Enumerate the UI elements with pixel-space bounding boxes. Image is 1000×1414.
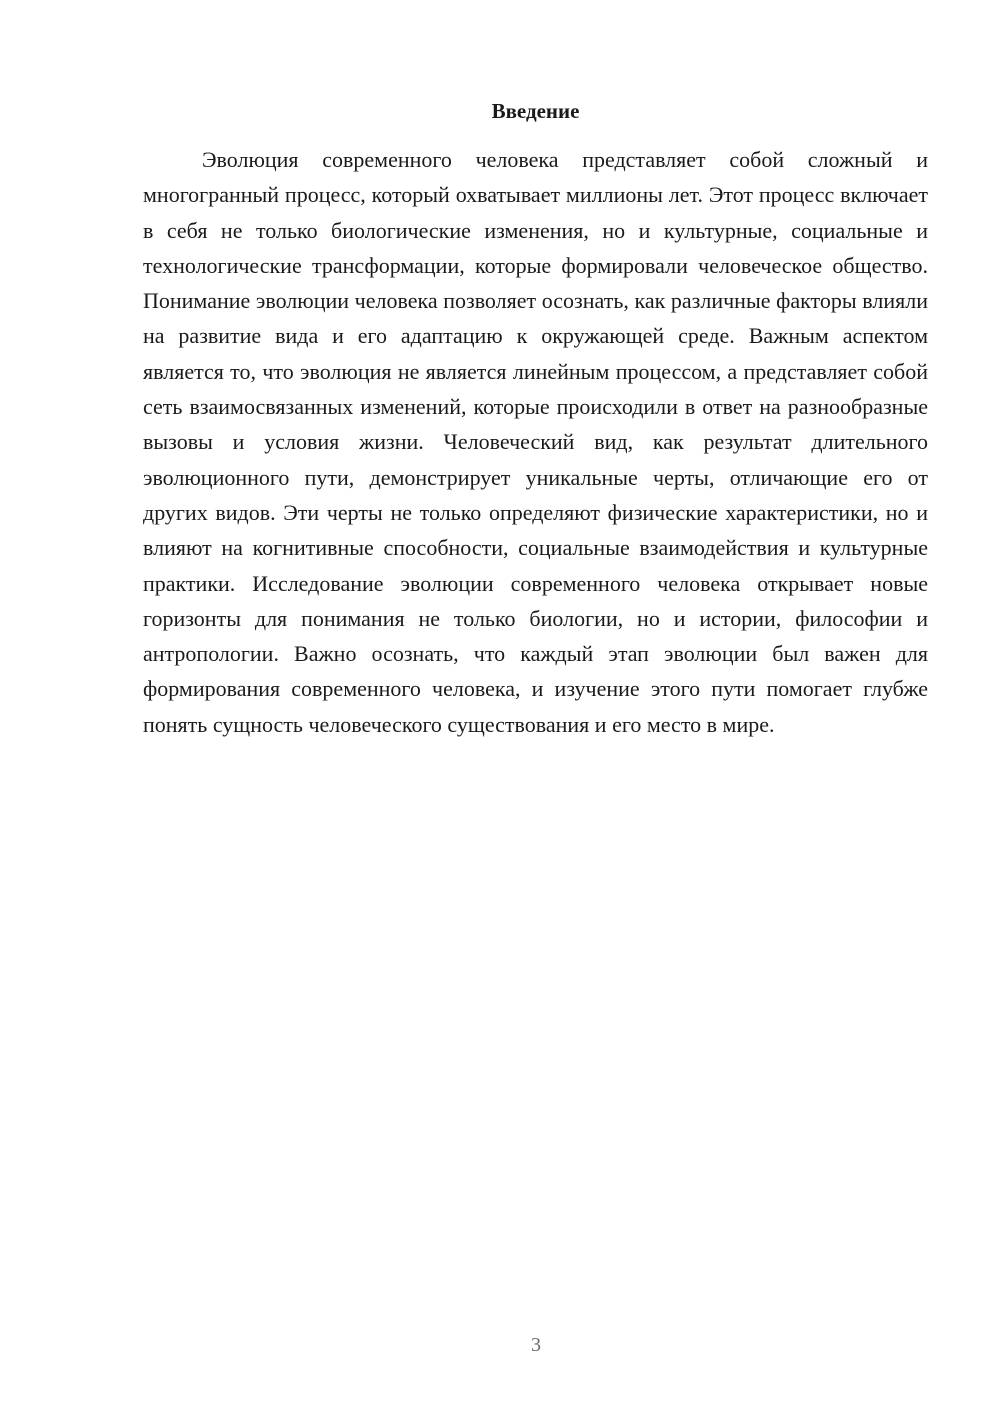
page-number: 3 <box>531 1334 541 1356</box>
section-heading: Введение <box>491 99 580 123</box>
body-paragraph: Эволюция современного человека представляет собой сложный и многогранный процесс, который охватывает миллионы лет. Этот процесс включает в себя не только биологические изменения, но и культурные, социальные и технологические трансформации, которые формировали человеческое общество. Понимание эволюции человека позволяет осознать, как различные факторы влияли на развитие вида и его адаптацию к окружающей среде. Важным аспектом является то, что эволюция не является линейным процессом, а представляет собой сеть взаимосвязанных изменений, которые происходили в ответ на разнообразные вызовы и условия жизни. Человеческий вид, как результат длительного эволюционного пути, демонстрирует уникальные черты, отличающие его от других видов. Эти черты не только определяют физические характеристики, но и влияют на когнитивные способности, социальные взаимодействия и культурные практики. Исследование эволюции современного человека открывает новые горизонты для понимания не только биологии, но и истории, философии и антропологии. Важно осознать, что каждый этап эволюции был важен для формирования современного человека, и изучение этого пути помогает глубже понять сущность человеческого существования и его место в мире. <box>143 147 928 737</box>
page-content <box>143 96 928 742</box>
